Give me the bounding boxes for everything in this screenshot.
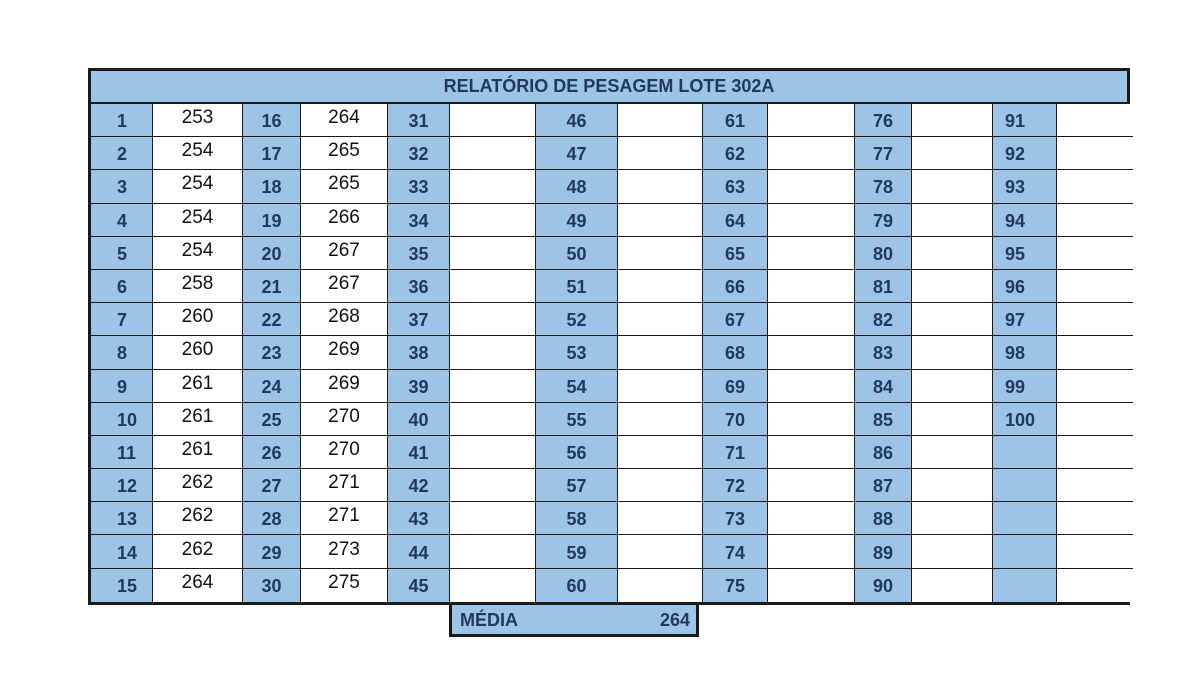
weight-empty: [768, 569, 855, 602]
weight-empty: [450, 270, 536, 303]
animal-number: 26: [243, 436, 301, 469]
weight-value: 270: [301, 403, 388, 436]
average-label: MÉDIA: [460, 610, 518, 630]
animal-number: 30: [243, 569, 301, 602]
animal-number: 24: [243, 370, 301, 403]
animal-number: 14: [91, 535, 153, 568]
animal-number: 15: [91, 569, 153, 602]
weight-empty: [1057, 370, 1133, 403]
animal-number: 50: [536, 237, 618, 270]
animal-number: 2: [91, 137, 153, 170]
weight-empty: [768, 270, 855, 303]
animal-number: 37: [388, 303, 450, 336]
weight-value: 268: [301, 303, 388, 336]
animal-number: [993, 502, 1057, 535]
weight-empty: [768, 502, 855, 535]
weight-empty: [912, 370, 993, 403]
weight-value: 262: [153, 469, 243, 502]
animal-number: 71: [703, 436, 768, 469]
animal-number: 63: [703, 170, 768, 203]
animal-number: 94: [993, 204, 1057, 237]
weight-value: 254: [153, 204, 243, 237]
animal-number: 13: [91, 502, 153, 535]
weight-empty: [618, 270, 703, 303]
animal-number: 40: [388, 403, 450, 436]
animal-number: 67: [703, 303, 768, 336]
weight-empty: [768, 336, 855, 369]
weight-empty: [912, 336, 993, 369]
weight-value: 264: [153, 569, 243, 602]
animal-number: 54: [536, 370, 618, 403]
weight-empty: [1057, 535, 1133, 568]
animal-number: 39: [388, 370, 450, 403]
weight-value: 254: [153, 170, 243, 203]
weight-empty: [768, 436, 855, 469]
weight-value: 275: [301, 569, 388, 602]
animal-number: 88: [855, 502, 912, 535]
weight-empty: [618, 502, 703, 535]
weight-empty: [1057, 270, 1133, 303]
animal-number: 73: [703, 502, 768, 535]
weight-empty: [1057, 436, 1133, 469]
weight-empty: [450, 436, 536, 469]
animal-number: 93: [993, 170, 1057, 203]
animal-number: 51: [536, 270, 618, 303]
weight-value: 266: [301, 204, 388, 237]
animal-number: 75: [703, 569, 768, 602]
animal-number: 69: [703, 370, 768, 403]
weight-empty: [450, 502, 536, 535]
animal-number: 35: [388, 237, 450, 270]
animal-number: 9: [91, 370, 153, 403]
weight-value: 260: [153, 336, 243, 369]
animal-number: 68: [703, 336, 768, 369]
animal-number: 85: [855, 403, 912, 436]
weight-empty: [450, 104, 536, 137]
weight-empty: [1057, 237, 1133, 270]
animal-number: 100: [993, 403, 1057, 436]
animal-number: 80: [855, 237, 912, 270]
weight-empty: [912, 403, 993, 436]
animal-number: 99: [993, 370, 1057, 403]
animal-number: 98: [993, 336, 1057, 369]
weight-empty: [618, 336, 703, 369]
animal-number: 12: [91, 469, 153, 502]
weight-empty: [912, 469, 993, 502]
weight-empty: [1057, 403, 1133, 436]
weight-empty: [450, 170, 536, 203]
animal-number: 16: [243, 104, 301, 137]
weight-value: 258: [153, 270, 243, 303]
weight-value: 261: [153, 403, 243, 436]
weight-empty: [912, 569, 993, 602]
animal-number: 21: [243, 270, 301, 303]
animal-number: 44: [388, 535, 450, 568]
animal-number: [993, 436, 1057, 469]
weight-empty: [618, 303, 703, 336]
weighing-report-table: [88, 68, 1130, 605]
animal-number: 7: [91, 303, 153, 336]
animal-number: 95: [993, 237, 1057, 270]
animal-number: 29: [243, 535, 301, 568]
average-box: [449, 602, 699, 637]
average-value: 264: [659, 610, 690, 630]
weight-empty: [618, 535, 703, 568]
weight-empty: [618, 569, 703, 602]
animal-number: 53: [536, 336, 618, 369]
weight-empty: [912, 170, 993, 203]
animal-number: 41: [388, 436, 450, 469]
weight-value: 269: [301, 336, 388, 369]
weight-empty: [450, 403, 536, 436]
weight-empty: [618, 137, 703, 170]
weight-empty: [450, 569, 536, 602]
weight-empty: [912, 237, 993, 270]
animal-number: 86: [855, 436, 912, 469]
animal-number: 55: [536, 403, 618, 436]
weight-empty: [1057, 336, 1133, 369]
weight-value: 260: [153, 303, 243, 336]
weight-empty: [912, 137, 993, 170]
animal-number: 10: [91, 403, 153, 436]
weight-empty: [768, 469, 855, 502]
weight-empty: [1057, 502, 1133, 535]
weight-empty: [618, 170, 703, 203]
animal-number: 62: [703, 137, 768, 170]
animal-number: 57: [536, 469, 618, 502]
animal-number: 19: [243, 204, 301, 237]
animal-number: 20: [243, 237, 301, 270]
weight-empty: [1057, 303, 1133, 336]
animal-number: 78: [855, 170, 912, 203]
weight-empty: [768, 303, 855, 336]
weight-value: 267: [301, 237, 388, 270]
animal-number: 48: [536, 170, 618, 203]
weight-empty: [618, 237, 703, 270]
weight-empty: [450, 303, 536, 336]
animal-number: 5: [91, 237, 153, 270]
animal-number: 47: [536, 137, 618, 170]
animal-number: 64: [703, 204, 768, 237]
weight-value: 271: [301, 502, 388, 535]
animal-number: 87: [855, 469, 912, 502]
weight-value: 262: [153, 502, 243, 535]
animal-number: 65: [703, 237, 768, 270]
animal-number: 58: [536, 502, 618, 535]
animal-number: 66: [703, 270, 768, 303]
animal-number: 33: [388, 170, 450, 203]
weight-empty: [618, 403, 703, 436]
animal-number: 61: [703, 104, 768, 137]
weight-empty: [768, 204, 855, 237]
animal-number: 3: [91, 170, 153, 203]
weight-value: 270: [301, 436, 388, 469]
weight-empty: [1057, 569, 1133, 602]
animal-number: 31: [388, 104, 450, 137]
animal-number: [993, 469, 1057, 502]
weight-value: 265: [301, 137, 388, 170]
animal-number: 18: [243, 170, 301, 203]
report-title: RELATÓRIO DE PESAGEM LOTE 302A: [91, 71, 1127, 104]
weight-empty: [768, 104, 855, 137]
animal-number: 36: [388, 270, 450, 303]
animal-number: 59: [536, 535, 618, 568]
animal-number: 97: [993, 303, 1057, 336]
weight-empty: [768, 237, 855, 270]
weight-value: 264: [301, 104, 388, 137]
animal-number: 28: [243, 502, 301, 535]
animal-number: 82: [855, 303, 912, 336]
weight-empty: [912, 502, 993, 535]
weight-empty: [450, 204, 536, 237]
animal-number: 42: [388, 469, 450, 502]
weight-empty: [450, 237, 536, 270]
animal-number: 34: [388, 204, 450, 237]
animal-number: 4: [91, 204, 153, 237]
weight-value: 254: [153, 137, 243, 170]
animal-number: 49: [536, 204, 618, 237]
weight-empty: [768, 170, 855, 203]
weight-value: 261: [153, 370, 243, 403]
weight-value: 269: [301, 370, 388, 403]
weight-value: 273: [301, 535, 388, 568]
weight-value: 254: [153, 237, 243, 270]
weight-empty: [912, 436, 993, 469]
animal-number: 79: [855, 204, 912, 237]
animal-number: 45: [388, 569, 450, 602]
animal-number: [993, 569, 1057, 602]
weight-empty: [768, 403, 855, 436]
weight-empty: [1057, 170, 1133, 203]
animal-number: 38: [388, 336, 450, 369]
weight-value: 265: [301, 170, 388, 203]
animal-number: 52: [536, 303, 618, 336]
weight-empty: [618, 204, 703, 237]
animal-number: 6: [91, 270, 153, 303]
animal-number: 56: [536, 436, 618, 469]
weight-empty: [1057, 204, 1133, 237]
weight-empty: [768, 137, 855, 170]
weight-value: 253: [153, 104, 243, 137]
animal-number: 27: [243, 469, 301, 502]
weight-empty: [618, 436, 703, 469]
weight-empty: [618, 370, 703, 403]
weight-value: 267: [301, 270, 388, 303]
weight-empty: [768, 370, 855, 403]
animal-number: 84: [855, 370, 912, 403]
animal-number: [993, 535, 1057, 568]
animal-number: 11: [91, 436, 153, 469]
animal-number: 8: [91, 336, 153, 369]
weight-empty: [1057, 137, 1133, 170]
weight-empty: [912, 535, 993, 568]
weight-value: 262: [153, 535, 243, 568]
weight-empty: [618, 469, 703, 502]
animal-number: 89: [855, 535, 912, 568]
weight-empty: [450, 370, 536, 403]
animal-number: 60: [536, 569, 618, 602]
animal-number: 23: [243, 336, 301, 369]
weight-empty: [450, 336, 536, 369]
animal-number: 1: [91, 104, 153, 137]
animal-number: 91: [993, 104, 1057, 137]
animal-number: 17: [243, 137, 301, 170]
animal-number: 77: [855, 137, 912, 170]
animal-number: 32: [388, 137, 450, 170]
weight-empty: [768, 535, 855, 568]
weight-value: 261: [153, 436, 243, 469]
animal-number: 25: [243, 403, 301, 436]
weight-empty: [912, 303, 993, 336]
animal-number: 90: [855, 569, 912, 602]
animal-number: 96: [993, 270, 1057, 303]
weight-value: 271: [301, 469, 388, 502]
weight-empty: [618, 104, 703, 137]
weight-empty: [912, 204, 993, 237]
weight-empty: [912, 104, 993, 137]
weight-empty: [450, 137, 536, 170]
animal-number: 43: [388, 502, 450, 535]
animal-number: 92: [993, 137, 1057, 170]
weight-empty: [912, 270, 993, 303]
weight-empty: [1057, 104, 1133, 137]
weights-grid: [91, 104, 1133, 602]
weight-empty: [450, 535, 536, 568]
animal-number: 74: [703, 535, 768, 568]
animal-number: 81: [855, 270, 912, 303]
animal-number: 22: [243, 303, 301, 336]
animal-number: 70: [703, 403, 768, 436]
animal-number: 46: [536, 104, 618, 137]
weight-empty: [1057, 469, 1133, 502]
animal-number: 83: [855, 336, 912, 369]
weight-empty: [450, 469, 536, 502]
animal-number: 76: [855, 104, 912, 137]
animal-number: 72: [703, 469, 768, 502]
